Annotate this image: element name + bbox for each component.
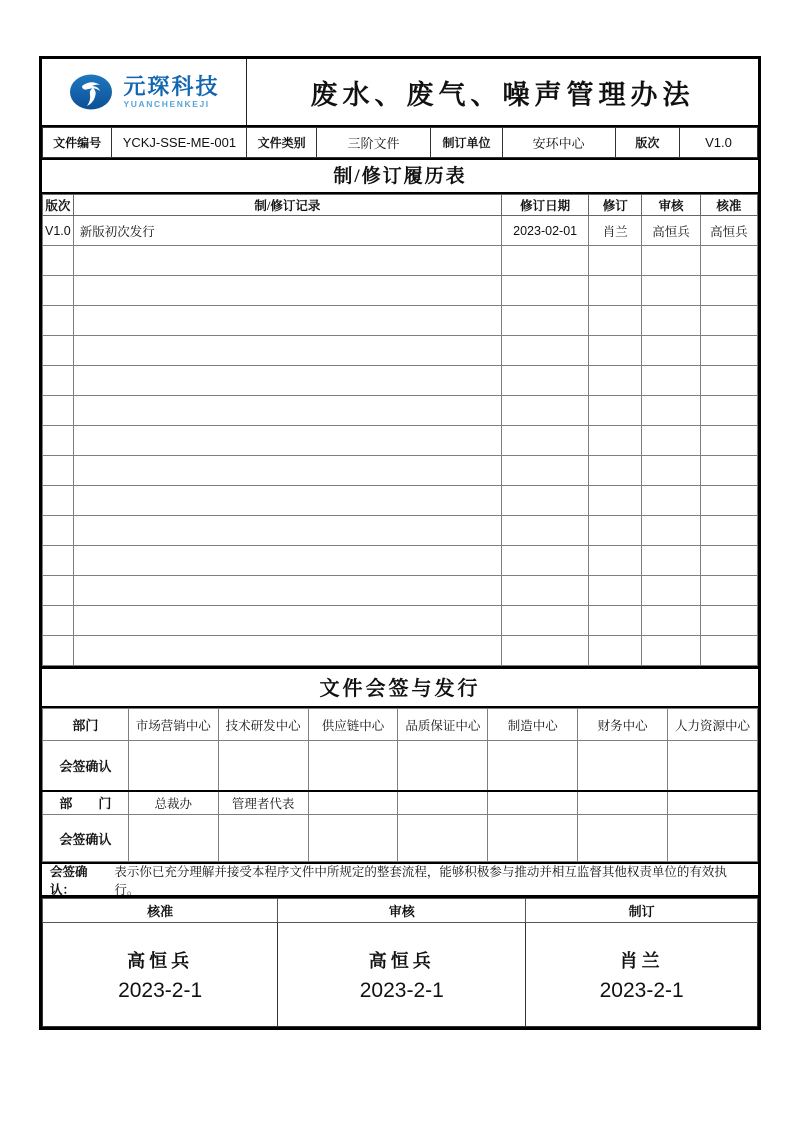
revision-empty-row bbox=[43, 246, 758, 276]
empty-cell bbox=[700, 246, 757, 276]
empty-cell bbox=[73, 516, 501, 546]
revision-empty-row bbox=[43, 486, 758, 516]
revision-reviewer: 高恒兵 bbox=[642, 216, 701, 246]
empty-cell bbox=[43, 246, 74, 276]
review-signature bbox=[278, 923, 526, 1027]
note-text: 表示你已充分理解并接受本程序文件中所规定的整套流程，能够积极参与推动并相互监督其他权责单位的有效执行。 bbox=[114, 864, 727, 897]
signature-cell bbox=[218, 815, 308, 862]
signature-cell bbox=[578, 741, 668, 791]
signature-cell bbox=[128, 741, 218, 791]
empty-cell bbox=[73, 396, 501, 426]
document-header bbox=[42, 59, 758, 125]
empty-cell bbox=[642, 576, 701, 606]
empty-cell bbox=[43, 396, 74, 426]
empty-cell bbox=[43, 426, 74, 456]
revision-row bbox=[43, 216, 758, 246]
dept-cell bbox=[308, 791, 398, 815]
empty-cell bbox=[589, 426, 642, 456]
empty-cell bbox=[642, 456, 701, 486]
empty-cell bbox=[642, 246, 701, 276]
empty-cell bbox=[642, 396, 701, 426]
empty-cell bbox=[589, 396, 642, 426]
empty-cell bbox=[589, 606, 642, 636]
signature-cell bbox=[398, 815, 488, 862]
empty-cell bbox=[43, 516, 74, 546]
dept-cell bbox=[668, 791, 758, 815]
signature-cell bbox=[578, 815, 668, 862]
signature-cell bbox=[668, 741, 758, 791]
empty-cell bbox=[700, 606, 757, 636]
empty-cell bbox=[73, 276, 501, 306]
empty-cell bbox=[502, 636, 589, 666]
empty-cell bbox=[589, 336, 642, 366]
revision-empty-row bbox=[43, 276, 758, 306]
col-reviser: 修订 bbox=[589, 195, 642, 216]
empty-cell bbox=[73, 456, 501, 486]
empty-cell bbox=[502, 426, 589, 456]
empty-cell bbox=[43, 306, 74, 336]
empty-cell bbox=[43, 456, 74, 486]
empty-cell bbox=[700, 636, 757, 666]
dept-cell: 供应链中心 bbox=[308, 709, 398, 741]
signoff-note bbox=[42, 862, 758, 895]
dept-cell bbox=[578, 791, 668, 815]
review-header: 审核 bbox=[278, 899, 526, 923]
empty-cell bbox=[700, 306, 757, 336]
col-version: 版次 bbox=[43, 195, 74, 216]
empty-cell bbox=[589, 306, 642, 336]
category-value: 三阶文件 bbox=[316, 128, 430, 158]
signature-cell bbox=[128, 815, 218, 862]
empty-cell bbox=[589, 546, 642, 576]
signature-cell bbox=[218, 741, 308, 791]
company-name-cn: 元琛科技 bbox=[123, 73, 220, 99]
empty-cell bbox=[642, 276, 701, 306]
empty-cell bbox=[502, 396, 589, 426]
empty-cell bbox=[642, 606, 701, 636]
doc-no-value: YCKJ-SSE-ME-001 bbox=[112, 128, 247, 158]
unit-label: 制订单位 bbox=[431, 128, 502, 158]
empty-cell bbox=[642, 486, 701, 516]
approve-signature bbox=[43, 923, 278, 1027]
category-label: 文件类别 bbox=[247, 128, 316, 158]
signature-cell bbox=[488, 815, 578, 862]
dept-cell: 总裁办 bbox=[128, 791, 218, 815]
revision-version: V1.0 bbox=[43, 216, 74, 246]
empty-cell bbox=[502, 246, 589, 276]
empty-cell bbox=[73, 366, 501, 396]
empty-cell bbox=[502, 516, 589, 546]
empty-cell bbox=[502, 366, 589, 396]
approval-signature-row bbox=[43, 923, 758, 1027]
empty-cell bbox=[589, 276, 642, 306]
signoff-dept-row-1 bbox=[43, 709, 758, 741]
empty-cell bbox=[73, 546, 501, 576]
revision-header-row bbox=[43, 195, 758, 216]
empty-cell bbox=[642, 336, 701, 366]
signature-cell bbox=[668, 815, 758, 862]
empty-cell bbox=[73, 306, 501, 336]
empty-cell bbox=[700, 576, 757, 606]
empty-cell bbox=[642, 636, 701, 666]
empty-cell bbox=[73, 246, 501, 276]
dept-cell: 财务中心 bbox=[578, 709, 668, 741]
empty-cell bbox=[73, 636, 501, 666]
revision-empty-row bbox=[43, 306, 758, 336]
signature-cell bbox=[308, 741, 398, 791]
col-approver: 核准 bbox=[700, 195, 757, 216]
empty-cell bbox=[73, 336, 501, 366]
empty-cell bbox=[589, 636, 642, 666]
revision-record: 新版初次发行 bbox=[73, 216, 501, 246]
revision-table bbox=[42, 192, 758, 666]
empty-cell bbox=[700, 396, 757, 426]
signature-cell bbox=[488, 741, 578, 791]
dept-cell: 品质保证中心 bbox=[398, 709, 488, 741]
draft-header: 制订 bbox=[526, 899, 758, 923]
draft-date: 2023-2-1 bbox=[599, 978, 684, 1002]
empty-cell bbox=[589, 576, 642, 606]
revision-empty-row bbox=[43, 606, 758, 636]
revision-empty-row bbox=[43, 366, 758, 396]
empty-cell bbox=[73, 606, 501, 636]
empty-cell bbox=[43, 576, 74, 606]
company-name-en: YUANCHENKEJI bbox=[123, 98, 210, 109]
empty-cell bbox=[502, 606, 589, 636]
approval-table bbox=[42, 895, 758, 1027]
revision-empty-row bbox=[43, 426, 758, 456]
empty-cell bbox=[502, 456, 589, 486]
col-date: 修订日期 bbox=[502, 195, 589, 216]
revision-section-title: 制/修订履历表 bbox=[42, 158, 758, 192]
empty-cell bbox=[43, 546, 74, 576]
col-reviewer: 审核 bbox=[642, 195, 701, 216]
company-logo bbox=[42, 59, 247, 125]
revision-empty-row bbox=[43, 396, 758, 426]
version-label: 版次 bbox=[615, 128, 679, 158]
signature-cell bbox=[308, 815, 398, 862]
review-name: 高恒兵 bbox=[368, 950, 435, 971]
confirm-label-2: 会签确认 bbox=[43, 815, 129, 862]
empty-cell bbox=[502, 486, 589, 516]
approve-header: 核准 bbox=[43, 899, 278, 923]
dept-cell bbox=[488, 791, 578, 815]
approve-name: 高恒兵 bbox=[127, 950, 194, 971]
empty-cell bbox=[700, 486, 757, 516]
dept-label-2: 部 门 bbox=[43, 791, 129, 815]
col-record: 制/修订记录 bbox=[73, 195, 501, 216]
empty-cell bbox=[43, 366, 74, 396]
dept-cell bbox=[398, 791, 488, 815]
signoff-section-title: 文件会签与发行 bbox=[42, 666, 758, 706]
document-page bbox=[39, 56, 761, 1030]
empty-cell bbox=[589, 456, 642, 486]
doc-no-label: 文件编号 bbox=[43, 128, 112, 158]
revision-empty-row bbox=[43, 516, 758, 546]
company-logo-icon bbox=[68, 72, 114, 112]
empty-cell bbox=[700, 456, 757, 486]
empty-cell bbox=[589, 516, 642, 546]
empty-cell bbox=[642, 426, 701, 456]
dept-label-1: 部门 bbox=[43, 709, 129, 741]
empty-cell bbox=[700, 366, 757, 396]
empty-cell bbox=[502, 576, 589, 606]
dept-cell: 管理者代表 bbox=[218, 791, 308, 815]
signoff-dept-row-2 bbox=[43, 791, 758, 815]
empty-cell bbox=[502, 546, 589, 576]
dept-cell: 技术研发中心 bbox=[218, 709, 308, 741]
unit-value: 安环中心 bbox=[502, 128, 615, 158]
empty-cell bbox=[642, 546, 701, 576]
empty-cell bbox=[700, 516, 757, 546]
review-date: 2023-2-1 bbox=[359, 978, 444, 1002]
approval-header-row bbox=[43, 899, 758, 923]
signature-cell bbox=[398, 741, 488, 791]
empty-cell bbox=[502, 276, 589, 306]
draft-signature bbox=[526, 923, 758, 1027]
document-title: 废水、废气、噪声管理办法 bbox=[310, 79, 695, 110]
revision-empty-row bbox=[43, 576, 758, 606]
dept-cell: 制造中心 bbox=[488, 709, 578, 741]
signoff-confirm-row-2 bbox=[43, 815, 758, 862]
empty-cell bbox=[700, 426, 757, 456]
version-value: V1.0 bbox=[680, 128, 758, 158]
empty-cell bbox=[700, 546, 757, 576]
empty-cell bbox=[502, 306, 589, 336]
revision-empty-rows bbox=[43, 246, 758, 666]
empty-cell bbox=[43, 606, 74, 636]
draft-name: 肖兰 bbox=[619, 950, 664, 971]
revision-empty-row bbox=[43, 546, 758, 576]
empty-cell bbox=[700, 336, 757, 366]
empty-cell bbox=[43, 636, 74, 666]
empty-cell bbox=[642, 366, 701, 396]
empty-cell bbox=[642, 306, 701, 336]
empty-cell bbox=[589, 246, 642, 276]
revision-empty-row bbox=[43, 456, 758, 486]
empty-cell bbox=[73, 426, 501, 456]
empty-cell bbox=[43, 276, 74, 306]
empty-cell bbox=[502, 336, 589, 366]
empty-cell bbox=[43, 336, 74, 366]
revision-approver: 高恒兵 bbox=[700, 216, 757, 246]
revision-reviser: 肖兰 bbox=[589, 216, 642, 246]
empty-cell bbox=[700, 276, 757, 306]
empty-cell bbox=[589, 366, 642, 396]
empty-cell bbox=[73, 486, 501, 516]
revision-empty-row bbox=[43, 636, 758, 666]
confirm-label-1: 会签确认 bbox=[43, 741, 129, 791]
dept-cell: 人力资源中心 bbox=[668, 709, 758, 741]
empty-cell bbox=[642, 516, 701, 546]
note-label: 会签确认： bbox=[50, 864, 88, 897]
revision-empty-row bbox=[43, 336, 758, 366]
dept-cell: 市场营销中心 bbox=[128, 709, 218, 741]
approve-date: 2023-2-1 bbox=[118, 978, 203, 1002]
document-info-row bbox=[42, 125, 758, 158]
empty-cell bbox=[73, 576, 501, 606]
empty-cell bbox=[43, 486, 74, 516]
empty-cell bbox=[589, 486, 642, 516]
signoff-table bbox=[42, 706, 758, 862]
signoff-confirm-row-1 bbox=[43, 741, 758, 791]
revision-date: 2023-02-01 bbox=[502, 216, 589, 246]
